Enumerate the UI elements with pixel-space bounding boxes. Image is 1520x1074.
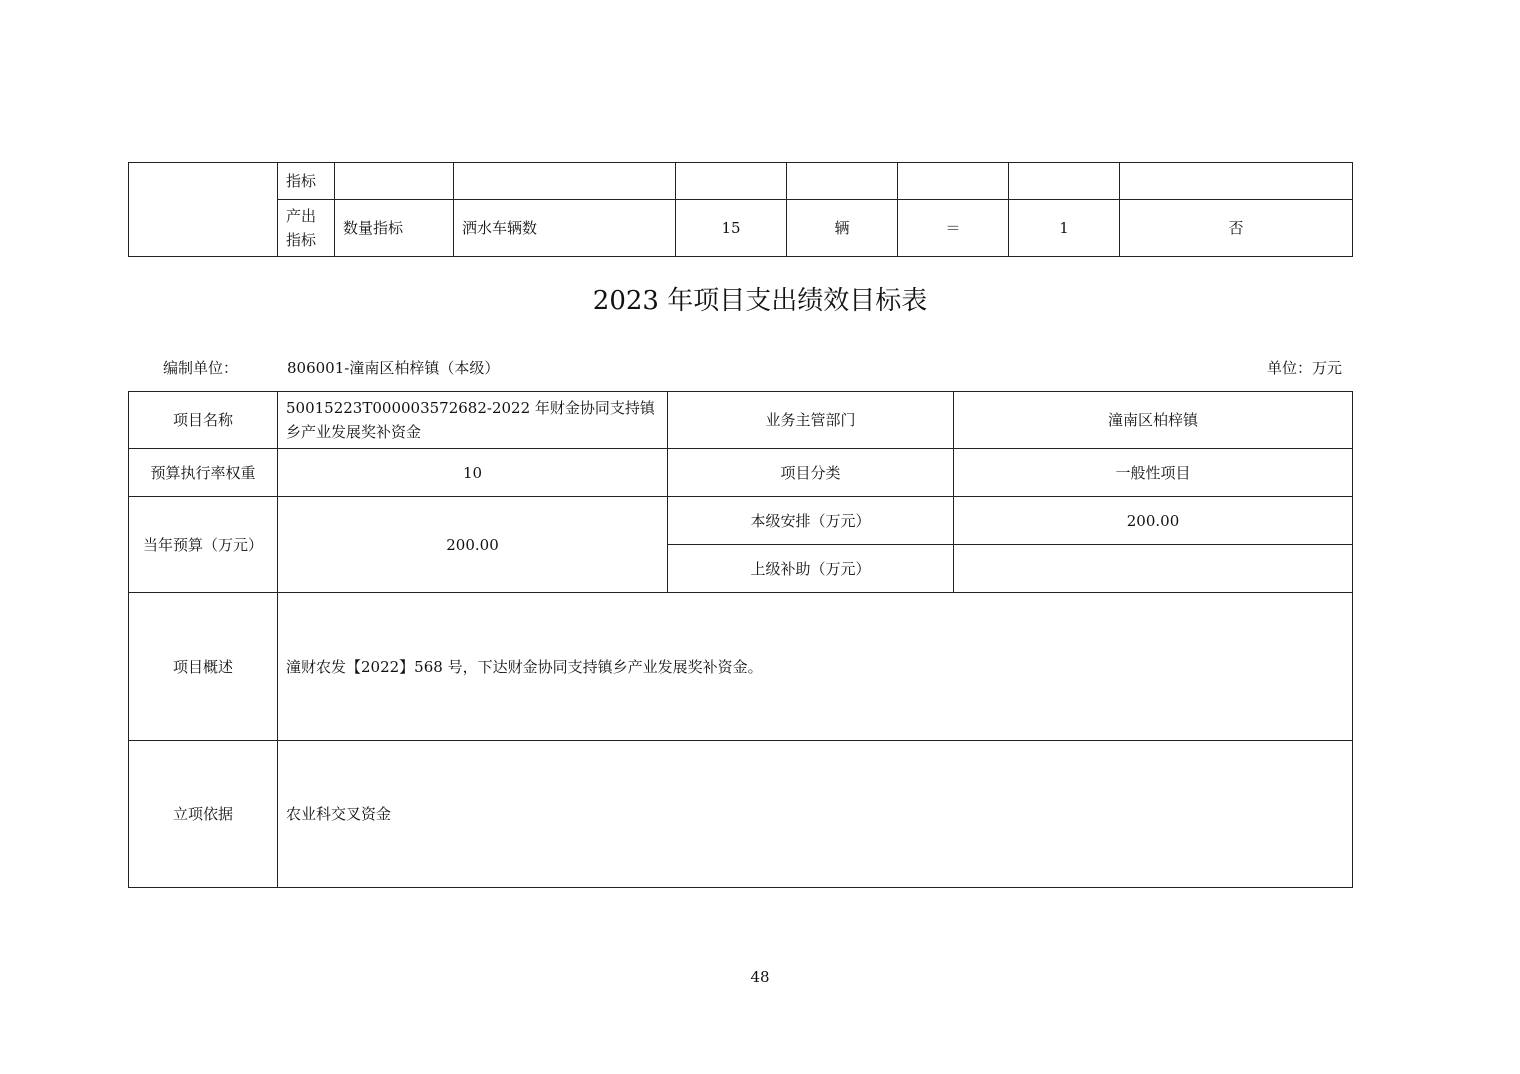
- category-value: 一般性项目: [954, 449, 1353, 497]
- project-name-label: 项目名称: [129, 392, 278, 449]
- local-allocation-value: 200.00: [954, 497, 1353, 545]
- project-name-value: 50015223T000003572682-2022 年财金协同支持镇乡产业发展奖补资金: [278, 392, 668, 449]
- compiling-unit-label: 编制单位：: [163, 359, 239, 377]
- budget-weight-value: 10: [278, 449, 668, 497]
- indicator-value-cell: 15: [676, 200, 787, 257]
- local-allocation-label: 本级安排（万元）: [668, 497, 954, 545]
- table-row: [129, 593, 1353, 741]
- indicator-level1-cell: 指标: [278, 163, 335, 200]
- project-target-table: [128, 391, 1353, 888]
- indicator-operator-cell: ＝: [898, 200, 1009, 257]
- table-row: [129, 163, 1353, 200]
- compiling-unit-value: 806001-潼南区柏梓镇（本级）: [287, 359, 500, 377]
- table-row: [129, 741, 1353, 888]
- unit-line: [128, 356, 1352, 380]
- annual-budget-label: 当年预算（万元）: [129, 497, 278, 593]
- table-row: [129, 449, 1353, 497]
- indicator-level2-cell: 数量指标: [335, 200, 454, 257]
- table-row: [129, 392, 1353, 449]
- indicator-unit-cell: 辆: [787, 200, 898, 257]
- basis-value: 农业科交叉资金: [278, 741, 1353, 888]
- page-title: 2023 年项目支出绩效目标表: [592, 286, 928, 316]
- indicator-weight-cell: 1: [1009, 200, 1120, 257]
- upper-subsidy-label: 上级补助（万元）: [668, 545, 954, 593]
- page-number: 48: [750, 968, 770, 986]
- dept-label: 业务主管部门: [668, 392, 954, 449]
- dept-value: 潼南区柏梓镇: [954, 392, 1353, 449]
- table-row: [129, 497, 1353, 545]
- budget-weight-label: 预算执行率权重: [129, 449, 278, 497]
- indicator-level1-cell: 产出 指标: [278, 200, 335, 257]
- table-row: [129, 200, 1353, 257]
- indicator-category-cell: [129, 163, 278, 257]
- currency-unit-label: 单位：万元: [1266, 359, 1342, 377]
- category-label: 项目分类: [668, 449, 954, 497]
- indicator-name-cell: 洒水车辆数: [454, 200, 676, 257]
- overview-label: 项目概述: [129, 593, 278, 741]
- basis-label: 立项依据: [129, 741, 278, 888]
- indicator-table-continued: [128, 162, 1353, 257]
- overview-value: 潼财农发【2022】568 号，下达财金协同支持镇乡产业发展奖补资金。: [278, 593, 1353, 741]
- upper-subsidy-value: [954, 545, 1353, 593]
- annual-budget-value: 200.00: [278, 497, 668, 593]
- indicator-core-cell: 否: [1120, 200, 1353, 257]
